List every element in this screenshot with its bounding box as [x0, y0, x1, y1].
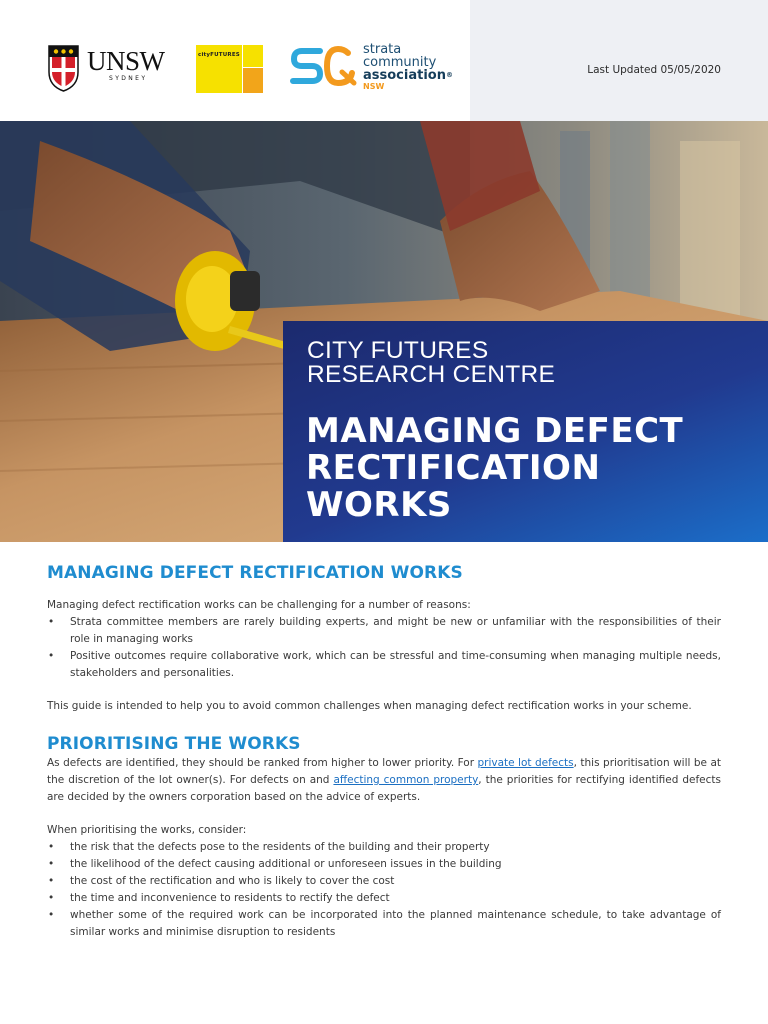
sca-line-1: strata	[363, 42, 402, 57]
city-futures-logo	[196, 45, 263, 93]
unsw-subtitle: SYDNEY	[109, 75, 148, 82]
hero-title-panel	[283, 321, 768, 542]
hero-subtitle-line-2: RESEARCH CENTRE	[307, 361, 556, 388]
prioritising-text-1: As defects are identified, they should be ranked from higher to lower priority. For	[47, 757, 478, 769]
city-futures-tile-bottom	[242, 68, 263, 93]
guide-paragraph: This guide is intended to help you to avoid common challenges when managing defect rectification works in your scheme.	[47, 700, 692, 712]
hero-banner	[0, 121, 768, 542]
unsw-wordmark: UNSW	[87, 46, 165, 76]
consider-list	[47, 839, 721, 941]
page-header	[0, 0, 768, 121]
hero-title-line-1: MANAGING DEFECT	[306, 411, 684, 451]
hero-subtitle-line-1: CITY FUTURES	[307, 337, 489, 364]
affecting-common-property-link[interactable]: affecting common property	[333, 774, 479, 786]
city-futures-tile-top	[242, 45, 263, 67]
hero-subtitle	[307, 339, 555, 387]
list-item: • the time and inconvenience to residents to rectify the defect	[47, 890, 721, 907]
strata-community-association-logo	[290, 43, 460, 95]
intro-paragraph: Managing defect rectification works can be challenging for a number of reasons:	[47, 599, 471, 611]
section-heading-prioritising: PRIORITISING THE WORKS	[47, 734, 301, 754]
list-item: • the risk that the defects pose to the residents of the building and their property	[47, 839, 721, 856]
list-item: • Positive outcomes require collaborative work, which can be stressful and time-consuming when managing multiple needs, stakeholders and personalities.	[47, 648, 721, 682]
section-heading-managing: MANAGING DEFECT RECTIFICATION WORKS	[47, 563, 463, 583]
list-item: • the cost of the rectification and who is likely to cover the cost	[47, 873, 721, 890]
intro-block	[47, 597, 721, 682]
unsw-logo	[47, 44, 173, 94]
prioritising-paragraph	[47, 755, 721, 806]
consider-block	[47, 822, 721, 941]
sca-monogram-icon	[290, 45, 360, 87]
list-item: • Strata committee members are rarely building experts, and might be new or unfamiliar with the responsibilities of their role in managing works	[47, 614, 721, 648]
sca-wordmark	[363, 43, 453, 92]
list-item: • whether some of the required work can be incorporated into the planned maintenance schedule, to take advantage of similar works and minimise disruption to residents	[47, 907, 721, 941]
sca-region: NSW	[363, 82, 385, 91]
last-updated-date: Last Updated 05/05/2020	[587, 64, 721, 76]
hero-title	[306, 413, 683, 524]
prioritising-text-3: , the priorities for rectifying identified defects are decided by the owners corporation based on the advice of experts.	[47, 774, 721, 803]
sca-line-2: community	[363, 55, 437, 70]
private-lot-defects-link[interactable]: private lot defects	[477, 757, 574, 769]
reasons-list	[47, 614, 721, 682]
unsw-crest-icon	[47, 44, 80, 92]
sca-line-3-text: association	[363, 68, 446, 83]
hero-title-line-2: RECTIFICATION	[306, 448, 601, 488]
prioritising-text-2: , this prioritisation will be at the discretion of the lot owner(s). For defects on and	[47, 757, 722, 786]
sca-registered-mark: ®	[445, 71, 453, 79]
sca-line-3	[363, 69, 453, 82]
list-item: • the likelihood of the defect causing additional or unforeseen issues in the building	[47, 856, 721, 873]
city-futures-wordmark: cityFUTURES	[198, 52, 240, 58]
hero-title-line-3: WORKS	[306, 485, 452, 525]
consider-intro: When prioritising the works, consider:	[47, 824, 247, 836]
header-grey-panel	[470, 0, 768, 121]
